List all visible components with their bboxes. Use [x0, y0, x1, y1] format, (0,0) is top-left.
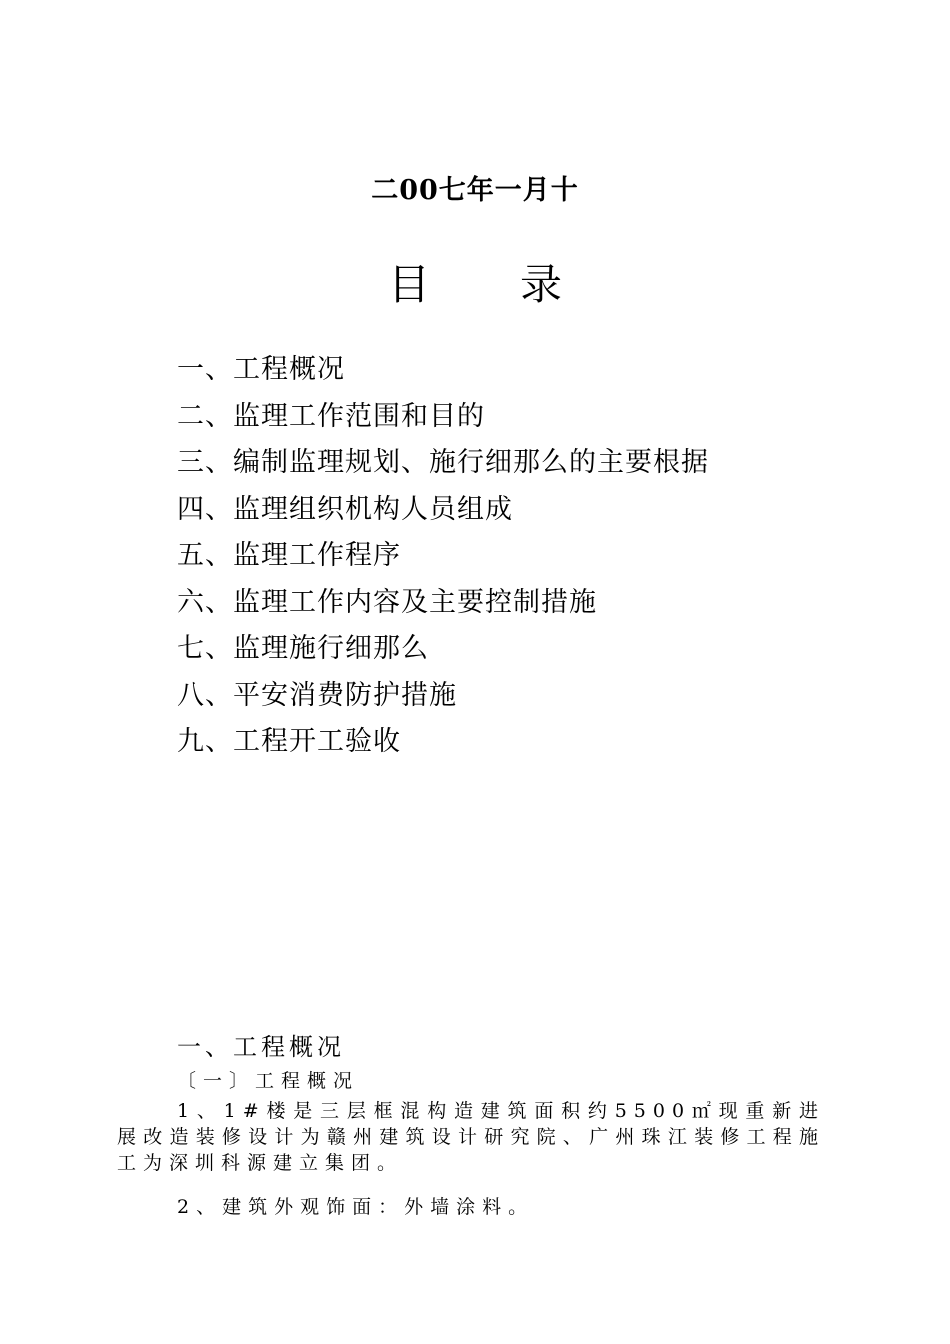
toc-item: 七、监理施行细那么 — [177, 633, 429, 664]
toc-title-right: 录 — [520, 260, 563, 309]
toc-item: 五、监理工作程序 — [177, 540, 401, 571]
toc-item: 二、监理工作范围和目的 — [177, 400, 485, 432]
section-heading: 一、工程概况 — [177, 1033, 345, 1061]
body-paragraph: 2、建筑外观饰面：外墙涂料。 — [177, 1196, 535, 1218]
toc-title — [0, 252, 950, 312]
toc-title-left: 目 — [387, 260, 430, 309]
toc-item: 九、工程开工验收 — [177, 726, 401, 757]
toc-item: 四、监理组织机构人员组成 — [177, 493, 513, 525]
document-date: 二00七年一月十 — [371, 175, 579, 206]
toc-list — [177, 350, 709, 769]
body-paragraph: 1、1#楼是三层框混构造建筑面积约5500㎡现重新进展改造装修设计为赣州建筑设计研究院、广州珠江装修工程施工为深圳科源建立集团。 — [117, 1100, 825, 1174]
section-subheading: 〔一〕工程概况 — [177, 1070, 360, 1092]
toc-item: 八、平安消费防护措施 — [177, 679, 457, 711]
toc-item: 六、监理工作内容及主要控制措施 — [177, 586, 597, 618]
toc-item: 一、工程概况 — [177, 354, 345, 385]
toc-item: 三、编制监理规划、施行细那么的主要根据 — [177, 447, 709, 478]
